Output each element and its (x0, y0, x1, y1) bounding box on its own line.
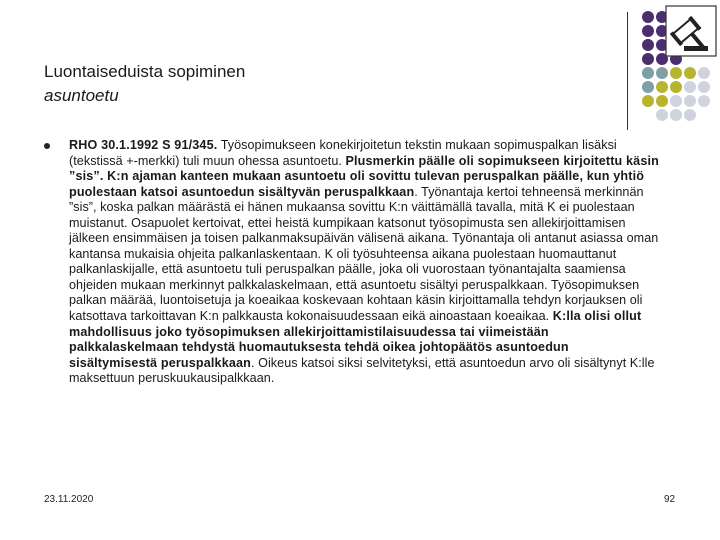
body-segment: Työsopimukseen konekirjoitetun tekstin mukaan sopimuspalkan lisäksi (tekstissä +-merkki) tuli muun ohessa asuntoetu. (69, 138, 617, 168)
decorative-dot (684, 95, 696, 107)
footer-page-number: 92 (664, 494, 676, 505)
slide-title-line2: asuntoetu (44, 86, 119, 105)
decorative-dot (642, 25, 654, 37)
decorative-dot (642, 53, 654, 65)
bullet-dot (44, 143, 50, 149)
decorative-dot (656, 67, 668, 79)
slide-body-text (69, 138, 659, 387)
decorative-dot (684, 81, 696, 93)
decorative-dot (684, 67, 696, 79)
decorative-dot (670, 95, 682, 107)
decorative-dot (642, 11, 654, 23)
decorative-dot (684, 109, 696, 121)
slide-title-line1: Luontaiseduista sopiminen (44, 62, 246, 81)
decorative-dot (698, 95, 710, 107)
footer-date: 23.11.2020 (44, 494, 94, 505)
decorative-dot (642, 95, 654, 107)
body-bold-segment: RHO 30.1.1992 S 91/345. (69, 138, 218, 152)
body-bold-segment: K:lla olisi ollut mahdollisuus joko työsopimuksen allekirjoittamistilaisuudessa tai viimeistään palkkalaskelmaan tehdystä huomautuksesta tehdä oikea johtopäätös asuntoedun sisältymisestä peruspalkkaan (69, 309, 642, 370)
decorative-dot (642, 67, 654, 79)
gavel-icon (666, 6, 716, 60)
decorative-dot (670, 109, 682, 121)
decorative-dot (642, 39, 654, 51)
decorative-dot (642, 81, 654, 93)
body-bold-segment: Plusmerkin päälle oli sopimukseen kirjoitettu käsin ”sis”. K:n ajaman kanteen mukaan asuntoetu oli sovittu tulevan peruspalkan päälle, kun yhtiö puolestaan katsoi asuntoedun sisältyvän peruspalkkaan (69, 153, 659, 199)
decorative-dot (698, 81, 710, 93)
decorative-dot (656, 95, 668, 107)
decorative-dot (656, 109, 668, 121)
decorative-dot (670, 81, 682, 93)
decorative-dot (698, 67, 710, 79)
decorative-dot-grid (0, 0, 720, 140)
decorative-dot (656, 81, 668, 93)
body-segment: . Työnantaja kertoi tehneensä merkinnän ”sis”, koska palkan määrästä ei hänen mukaansa sovittu K:n väittämällä tavalla, mitä K ei puolestaan muistanut. Osapuolet kertoivat, ettei heistä kumpikaan katsonut työsopimusta sen allekirjoittamisen jälkeen ensimmäisen ja toisen palkanmaksupäivän välisenä aikana. Työnantaja oli antanut asiassa oman kantansa mukaisia ohjeita palkanlaskentaan. K oli työsuhteensa aikana puolestaan huomauttanut palkanlaskijalle, että asuntoetu tuli peruspalkan päälle, joka oli vuorostaan työnantajalta saamiensa ohjeiden mukaan merkinnyt palkkalaskelmaan, että asuntoetu sisältyi peruspalkkaan. Työsopimuksen palkan määrää, luontoisetuja ja koeaikaa koskevaan kohtaan käsin kirjoittamalla tehdyn korjauksen oli katsottava tarkoittavan K:n palkkausta kokonaisuudessaan eikä ainoastaan koeaikaa. (69, 184, 659, 324)
body-segment: . Oikeus katsoi siksi selvitetyksi, että asuntoedun arvo oli sisältynyt K:lle maksettuun peruskuukausipalkkaan. (69, 355, 655, 386)
decorative-dot (670, 67, 682, 79)
